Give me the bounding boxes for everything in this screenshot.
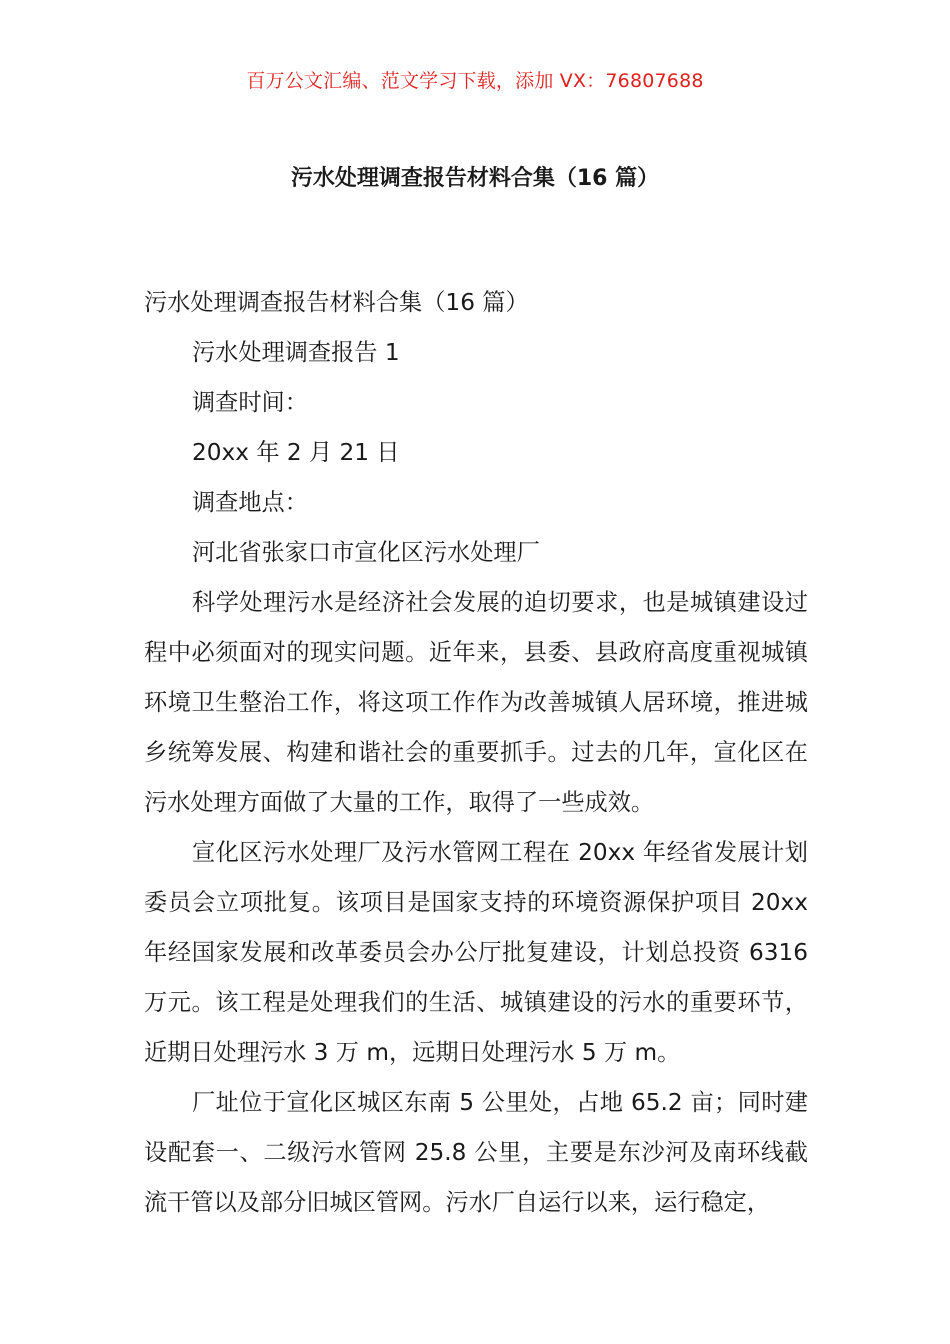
watermark-header: 百万公文汇编、范文学习下载，添加 VX：76807688 [246, 70, 704, 92]
heading-line: 污水处理调查报告材料合集（16 篇） [144, 289, 529, 316]
report-subtitle: 污水处理调查报告 1 [192, 339, 400, 366]
place-value: 河北省张家口市宣化区污水处理厂 [192, 539, 540, 566]
document-body [144, 278, 808, 1228]
place-label: 调查地点： [192, 489, 308, 516]
time-value: 20xx 年 2 月 21 日 [192, 439, 400, 466]
time-label: 调查时间： [192, 389, 308, 416]
paragraph: 科学处理污水是经济社会发展的迫切要求，也是城镇建设过程中必须面对的现实问题。近年来，县委、县政府高度重视城镇环境卫生整治工作，将这项工作作为改善城镇人居环境，推进城乡统筹发展、构建和谐社会的重要抓手。过去的几年，宣化区在污水处理方面做了大量的工作，取得了一些成效。 [144, 589, 808, 816]
paragraph: 宣化区污水处理厂及污水管网工程在 20xx 年经省发展计划委员会立项批复。该项目是国家支持的环境资源保护项目 20xx 年经国家发展和改革委员会办公厅批复建设，计划总投资 6316 万元。该工程是处理我们的生活、城镇建设的污水的重要环节，近期日处理污水 3 万 m，远期日处理污水 5 万 m。 [144, 839, 808, 1066]
paragraph: 厂址位于宣化区城区东南 5 公里处，占地 65.2 亩；同时建设配套一、二级污水管网 25.8 公里，主要是东沙河及南环线截流干管以及部分旧城区管网。污水厂自运行以来，运行稳定， [144, 1089, 808, 1216]
document-title: 污水处理调查报告材料合集（16 篇） [290, 166, 660, 191]
